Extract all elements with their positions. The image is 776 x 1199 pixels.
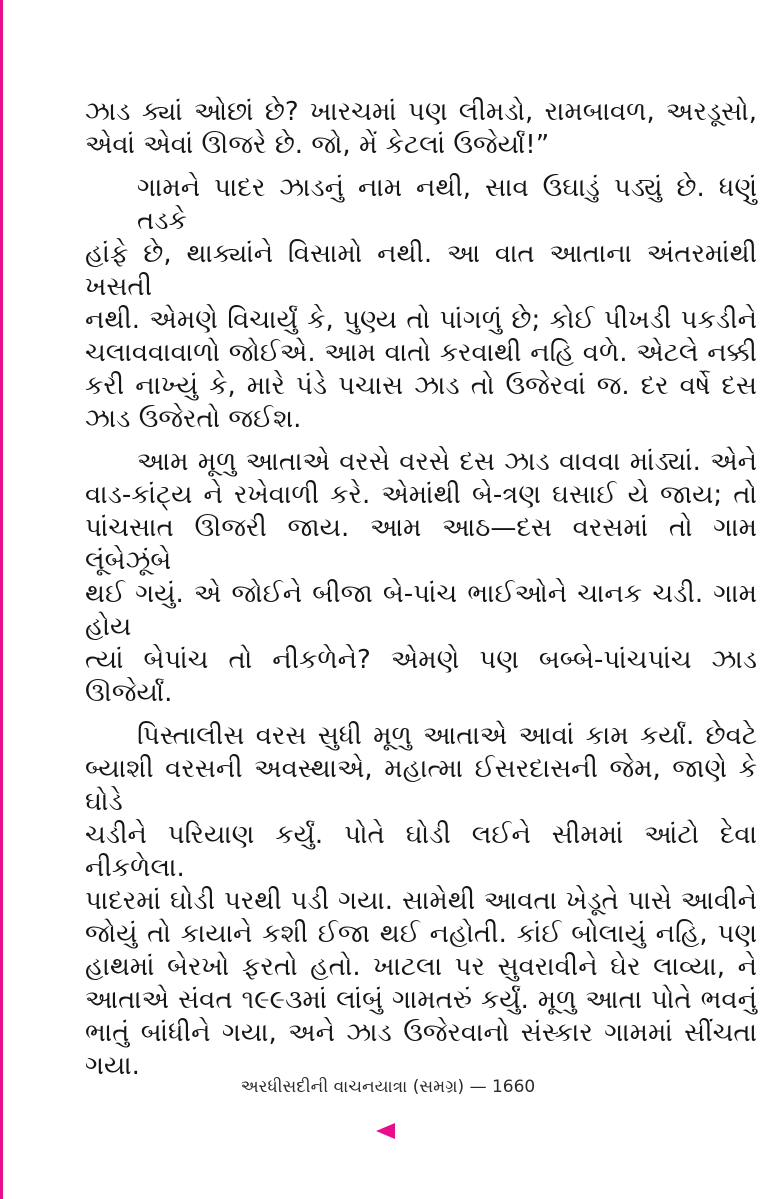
- text-line: એવાં એવાં ઊજરે છે. જો, મેં કેટલાં ઉજેર્યાં!”: [85, 130, 550, 160]
- text-line: હાંફે છે, થાક્યાંને વિસામો નથી. આ વાત આતાના અંતરમાંથી ખસતી: [85, 239, 757, 302]
- paragraph: [85, 96, 757, 162]
- text-line: ભાતું બાંધીને ગયા, અને ઝાડ ઉજેરવાનો સંસ્કાર ગામમાં સીંચતા ગયા.: [85, 1018, 757, 1081]
- paragraph: [85, 720, 757, 1083]
- text-line: થઈ ગયું. એ જોઈને બીજા બે-પાંચ ભાઈઓને ચાનક ચડી. ગામ હોય: [85, 579, 757, 642]
- paragraph: [85, 446, 757, 710]
- text-line: પિસ્તાલીસ વરસ સુધી મૂળુ આતાએ આવાં કામ કર્યાં. છેવટે: [137, 721, 757, 751]
- text-line: કરી નાખ્યું કે, મારે પંડે પચાસ ઝાડ તો ઉજેરવાં જ. દર વર્ષે દસ: [85, 371, 757, 401]
- text-line: ચલાવવાવાળો જોઈએ. આમ વાતો કરવાથી નહિ વળે. એટલે નક્કી: [85, 338, 757, 368]
- text-line: વાડ-કાંટ્ય ને રખેવાળી કરે. એમાંથી બે-ત્રણ ઘસાઈ યે જાય; તો: [85, 480, 757, 510]
- text-line: બ્યાશી વરસની અવસ્થાએ, મહાત્મા ઈસરદાસની જેમ, જાણે કે ઘોડે: [85, 754, 757, 817]
- body-text-block: [85, 96, 757, 1083]
- text-line: ત્યાં બેપાંચ તો નીકળેને? એમણે પણ બબ્બે-પાંચપાંચ ઝાડ ઊજેર્યાં.: [85, 645, 757, 708]
- text-line: ગામને પાદર ઝાડનું નામ નથી, સાવ ઉઘાડું પડ્યું છે. ધણું તડકે: [137, 173, 757, 236]
- text-line: જોયું તો કાયાને કશી ઈજા થઈ નહોતી. કાંઈ બોલાયું નહિ, પણ: [85, 919, 757, 949]
- text-line: આતાએ સંવત ૧૯૯૩માં લાંબું ગામતરું કર્યું. મૂળુ આતા પોતે ભવનું: [85, 985, 757, 1015]
- text-line: આમ મૂળુ આતાએ વરસે વરસે દસ ઝાડ વાવવા માંડ્યાં. એને: [137, 447, 757, 477]
- left-accent-rule: [0, 0, 3, 1199]
- text-line: ઝાડ ઉજેરતો જઈશ.: [85, 404, 302, 434]
- page-footer: અરધીસદીની વાચનયાત્રા (સમગ્ર) — 1660: [240, 1077, 536, 1097]
- paragraph: [85, 172, 757, 436]
- text-line: પાદરમાં ઘોડી પરથી પડી ગયા. સામેથી આવતા ખેડૂતે પાસે આવીને: [85, 886, 757, 916]
- text-line: પાંચસાત ઊજરી જાય. આમ આઠ—દસ વરસમાં તો ગામ લૂંબેઝૂંબે: [85, 513, 757, 576]
- text-line: નથી. એમણે વિચાર્યું કે, પુણ્ય તો પાંગળું છે; કોઈ પીખડી પકડીને: [85, 305, 757, 335]
- text-line: ચડીને પરિયાણ કર્યું. પોતે ઘોડી લઈને સીમમાં આંટો દેવા નીકળેલા.: [85, 820, 757, 883]
- text-line: હાથમાં બેરખો ફરતો હતો. ખાટલા પર સુવરાવીને ઘેર લાવ્યા, ને: [85, 952, 757, 982]
- left-triangle-icon: [376, 1123, 395, 1139]
- text-line: ઝાડ ક્યાં ઓછાં છે? ખારચમાં પણ લીમડો, રામબાવળ, અરડૂસો,: [85, 97, 757, 127]
